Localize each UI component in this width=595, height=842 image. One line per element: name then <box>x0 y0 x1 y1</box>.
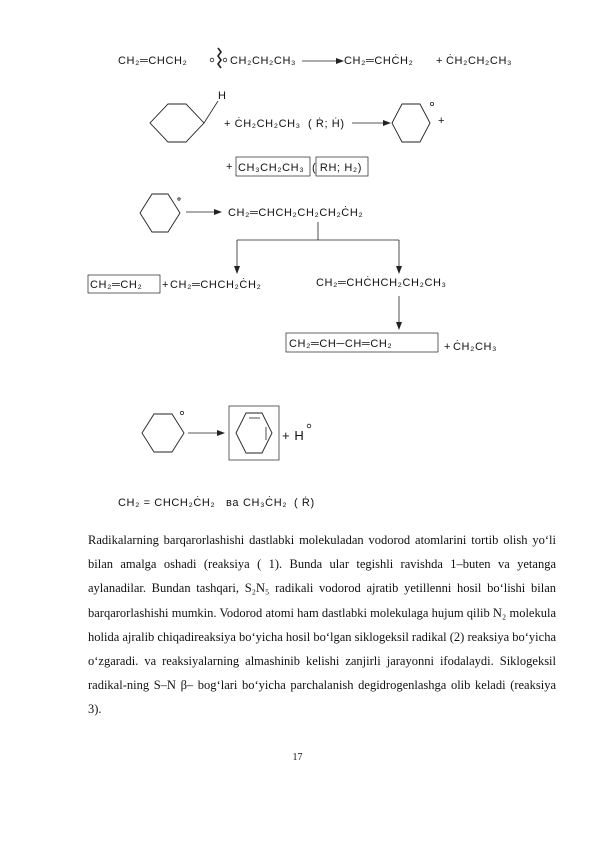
r8-right: CH₃ĊH₂ <box>243 497 288 509</box>
r1-product-b: ĊH₂CH₂CH₃ <box>446 55 513 67</box>
r8-left: CH₂ = CHCH₂ĊH₂ <box>118 497 216 509</box>
r3-products: CH₃CH₂CH₃ <box>238 162 305 174</box>
r6-plus: + <box>444 341 452 353</box>
radical-dot <box>180 411 183 414</box>
r8-paren: ( Ṙ) <box>294 497 315 509</box>
r8-va: ва <box>226 497 240 509</box>
radical-dot <box>223 58 227 62</box>
radical-dot <box>210 58 214 62</box>
body-paragraph: Radikalarning barqarorlashishi dastlabki molekuladan vodorod atomlarini tortib olish yo‘li bilan amalga oshadi (reaksiya ( 1). Bunda ular tegishli ravishda 1–buten va yetanga aylanadilar. Bundan tashqari, S₂N₅ radikali vodorod ajratib yetillenni hosil bo‘lishi bilan barqarorlashishi mumkin. Vodorod atomi ham dastlabki molekulaga hujum qilib N₂ molekula holida ajralib chiqadireaksiya bo‘yicha hosil bo‘lgan siklogeksil radikal (2) reaksiya bo‘yicha o‘zgaradi. va reaksiyalarning almashinib kelishi zanjirli jarayonni ifodalaydi. Siklogeksil radikal-ning S–N β– bog‘lari bo‘yicha parchalanish degidrogenlashga olib keladi (reaksiya 3). <box>88 533 556 717</box>
r4-product: CH₂═CHCH₂CH₂CH₂ĊH₂ <box>228 207 364 219</box>
arrow-head <box>217 430 225 436</box>
r6-ethyl: ĊH₂CH₃ <box>453 341 498 353</box>
cyclohexyl-radical-ring <box>392 104 430 142</box>
r5-plus: + <box>162 279 170 291</box>
r1-reactant-tail: CH₂CH₂CH₃ <box>230 55 297 67</box>
cyclohexane-ring <box>150 104 204 142</box>
c-h-bond <box>204 101 218 123</box>
r2-plus-right: + <box>438 115 446 127</box>
r5-right: CH₂═CHĊHCH₂CH₂CH₃ <box>316 277 447 289</box>
cyclohexyl-ring <box>140 194 180 232</box>
r3-plus: + <box>226 161 234 173</box>
r2-radical-paren: ( Ṙ; Ḣ) <box>308 118 345 130</box>
r7-plus-h: + H <box>282 428 305 443</box>
cyclohexyl-radical-ring <box>142 414 184 452</box>
arrow-head <box>396 266 402 274</box>
r1-product-a: CH₂═CHĊH₂ <box>344 55 414 67</box>
radical-dot <box>307 424 311 428</box>
r6-diene: CH₂═CH─CH═CH₂ <box>289 338 393 350</box>
arrow-head <box>234 266 240 274</box>
r1-reactant: CH₂═CHCH₂ <box>118 55 188 67</box>
r2-plus-radical: + ĊH₂CH₂CH₃ <box>224 118 301 130</box>
r1-plus: + <box>436 55 444 67</box>
radical-dot <box>430 102 433 105</box>
arrow-head <box>396 322 402 330</box>
r2-h-label: H <box>218 90 227 102</box>
r5-ethylene: CH₂═CH₂ <box>90 279 143 291</box>
page-number: 17 <box>292 752 303 763</box>
cyclohexene-ring <box>236 413 272 453</box>
radical-dot <box>178 198 180 200</box>
r5-allyl: CH₂═CHCH₂ĊH₂ <box>170 279 262 291</box>
arrow-head <box>336 58 344 64</box>
arrow-head <box>214 209 222 215</box>
bond-cleavage-mark <box>218 48 221 68</box>
arrow-head <box>383 120 391 126</box>
r3-paren: ( RH; H₂) <box>312 162 362 174</box>
